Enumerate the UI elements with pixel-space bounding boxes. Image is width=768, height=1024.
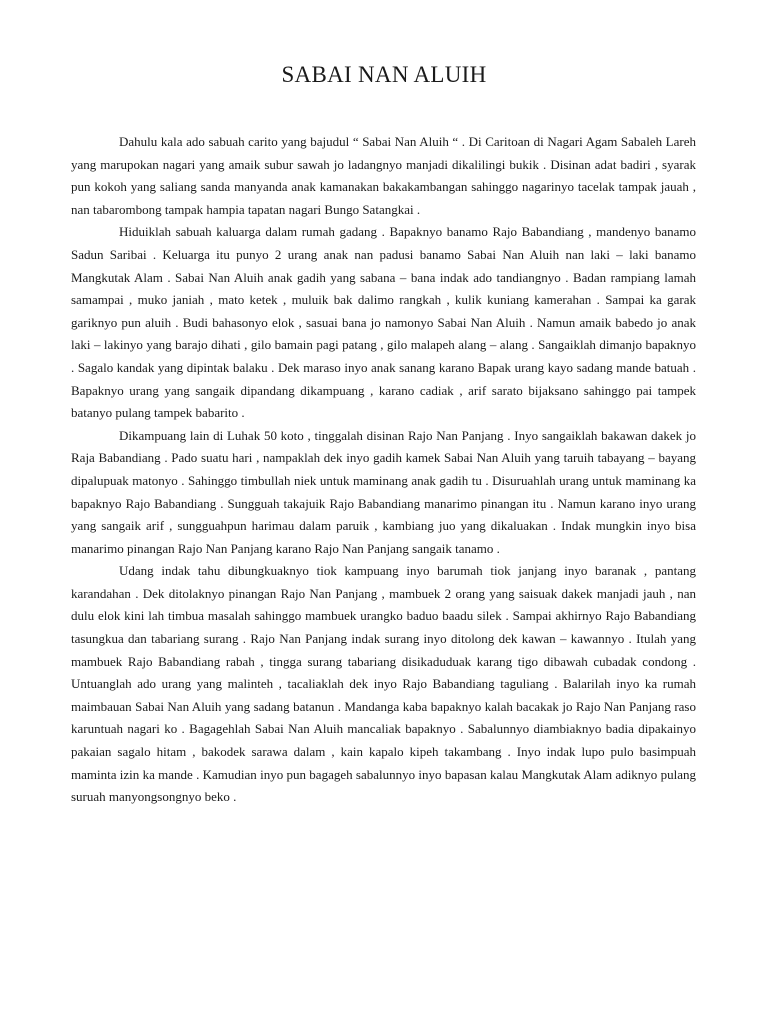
document-body [71,131,696,809]
document-title: SABAI NAN ALUIH [281,62,487,87]
paragraph: Hiduiklah sabuah kaluarga dalam rumah gadang . Bapaknyo banamo Rajo Babandiang , mandenyo banamo Sadun Saribai . Keluarga itu punyo 2 urang anak nan padusi banamo Sabai Nan Aluih nan laki – laki banamo Mangkutak Alam . Sabai Nan Aluih anak gadih yang sabana – bana indak ado tandiangnyo . Badan rampiang lamah samampai , muko janiah , mato ketek , muluik bak dalimo rangkah , kulik kuniang kamerahan . Sampai ka garak gariknyo pun aluih . Budi bahasonyo elok , sasuai bana jo namonyo Sabai Nan Aluih . Namun amaik babedo jo anak laki – lakinyo yang barajo dihati , gilo bamain pagi patang , gilo malapeh alang – alang . Sangaiklah dimanjo bapaknyo . Sagalo kandak yang dipintak balaku . Dek maraso inyo anak sanang karano Bapak urang kayo sadang mande batuah . Bapaknyo urang yang sangaik dipandang dikampuang , karano cadiak , arif sarato bijaksano sahinggo pai tampek batanyo pulang tampek babarito . [71,224,696,421]
paragraph: Dikampuang lain di Luhak 50 koto , tinggalah disinan Rajo Nan Panjang . Inyo sangaiklah bakawan dakek jo Raja Babandiang . Pado suatu hari , nampaklah dek inyo gadih kamek Sabai Nan Aluih yang taruih tabayang – bayang dipalupuak matonyo . Sahinggo timbullah niek untuk maminang anak gadih tu . Disuruahlah urang untuk maminang ka bapaknyo Rajo Babandiang . Sungguah takajuik Rajo Babandiang manarimo pinangan itu . Namun karano inyo urang yang sangaik arif , sungguahpun harimau dalam paruik , kambiang juo yang dikaluakan . Indak mungkin inyo bisa manarimo pinangan Rajo Nan Panjang karano Rajo Nan Panjang sangaik tanamo . [71,427,696,556]
paragraph: Udang indak tahu dibungkuaknyo tiok kampuang inyo barumah tiok janjang inyo baranak , pantang karandahan . Dek ditolaknyo pinangan Rajo Nan Panjang , mambuek 2 orang yang saisuak dakek manjadi jauh , nan dulu elok kini lah timbua masalah sahinggo mambuek urangko baduo baadu silek . Sampai akhirnyo Rajo Babandiang tasungkua dan tabariang surang . Rajo Nan Panjang indak surang inyo ditolong dek kawan – kawannyo . Itulah yang mambuek Rajo Babandiang rabah , tingga surang tabariang disikaduduak karang tigo dibawah cubadak condong . Untuanglah ado urang yang malinteh , tacaliaklah dek inyo Rajo Babandiang taguliang . Balarilah inyo ka rumah maimbauan Sabai Nan Aluih yang sadang batanun . Mandanga kaba bapaknyo kalah bacakak jo Rajo Nan Panjang raso karuntuah nagari ko . Bagagehlah Sabai Nan Aluih mancaliak bapaknyo . Sabalunnyo diambiaknyo badia dipakainyo pakaian sagalo hitam , bakodek sarawa dalam , kain kapalo kipeh takambang . Inyo indak lupo pulo basimpuah maminta izin ka mande . Kamudian inyo pun bagageh sabalunnyo inyo bapasan kalau Mangkutak Alam adiknyo pulang suruah manyongsongnyo beko . [71,563,696,805]
paragraph: Dahulu kala ado sabuah carito yang bajudul “ Sabai Nan Aluih “ . Di Caritoan di Nagari Agam Sabaleh Lareh yang marupokan nagari yang amaik subur sawah jo ladangnyo manjadi dikalilingi bukik . Disinan adat badiri , syarak pun kokoh yang saliang sanda manyanda anak kamanakan bakakambangan sahinggo nagarinyo tacelak tampak jauah , nan tabarombong tampak hampia tapatan nagari Bungo Satangkai . [71,134,696,217]
